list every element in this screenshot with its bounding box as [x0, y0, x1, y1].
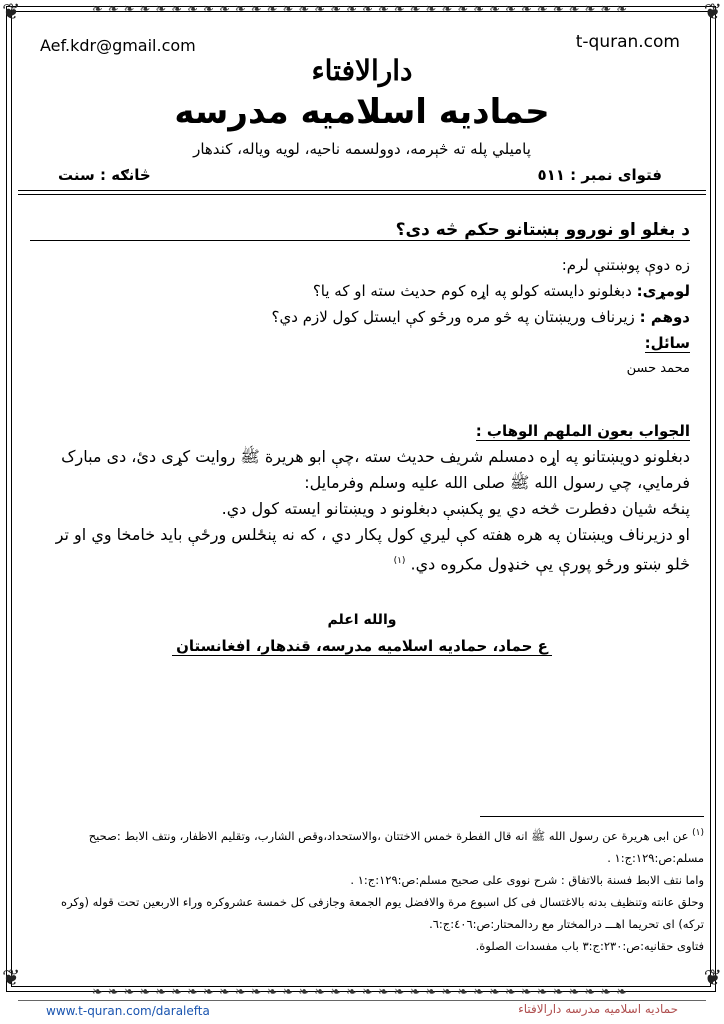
- asker-label: سائل:: [644, 334, 690, 352]
- category: څانګه : سنت: [58, 166, 151, 184]
- divider: [18, 194, 706, 195]
- divider: [18, 190, 706, 191]
- footnotes: [24, 822, 704, 957]
- ornament-border-icon: ❧❧❧❧❧❧❧❧❧❧❧❧❧❧❧❧❧❧❧❧❧❧❧❧❧❧❧❧❧❧❧❧❧❧: [91, 2, 633, 17]
- answer-heading: الجواب بعون الملهم الوهاب :: [475, 422, 690, 440]
- answer-block: [30, 418, 690, 577]
- question-first: [30, 278, 690, 304]
- answer-line: فرمایي، چي رسول الله ﷺ صلی الله علیه وسلم وفرمایل:: [304, 473, 690, 492]
- ornament-corner-icon: ❦: [2, 0, 21, 25]
- question-block: [30, 252, 690, 382]
- dar-al-ifta-title: دارالافتاء: [311, 54, 413, 87]
- footnote-line: واما نتف الابط فسنة بالاتفاق : شرح نووی علی صحیح مسلم:ص:١٢٩:ج:١ .: [350, 872, 704, 887]
- ornament-corner-icon: ❦: [2, 966, 21, 991]
- asker-name: محمد حسن: [626, 361, 690, 376]
- email-address: Aef.kdr@gmail.com: [40, 36, 196, 55]
- footnote-line: وحلق عانته وتنظیف بدنه بالاغتسال فی کل اسبوع مرة والافضل یوم الجمعة وجازفی کل خمسة عشروکره وراء الاربعین تحت قوله (وکره: [61, 894, 704, 909]
- signature: ع حماد، حمادیه اسلامیه مدرسه، قندهار، افغانستان: [0, 637, 724, 655]
- footer-divider: [18, 1000, 706, 1001]
- fatwa-number: فتوای نمبر : ٥١١: [537, 166, 662, 184]
- madrasa-title: حمادیه اسلامیه مدرسه: [174, 92, 550, 132]
- answer-line: څلو ښتو ورځو پورې یې خنډول مکروه دي. $^{(١)}$: [393, 554, 690, 574]
- footnote-divider: [480, 816, 704, 817]
- answer-line: دبغلونو دویښتانو په اړه دمسلم شریف حدیث سته ،چې ابو هریرة ﷺ روایت کړی دئ، دی مبارک: [61, 447, 690, 466]
- footnote-ref: (١): [393, 556, 406, 566]
- footnote-line: $^{(١)}$ عن ابی هریرة عن رسول الله ﷺ انه قال الفطرة خمس الاختتان ،والاستحداد،وقص الشارب، وتقلیم الاظفار، ونتف الابط :صحیح: [88, 828, 704, 843]
- footer-url-link[interactable]: www.t-quran.com/daralefta: [46, 1004, 210, 1018]
- answer-line: پنځه شیان دفطرت څخه دي یو پکښې دبغلونو د ویښتانو ایسته کول دي.: [221, 499, 690, 518]
- answer-line: او دزیرناف ویښتان په هره هفته کې لیري کول پکار دي ، که نه پنځلس ورځې باید خامخا وي او تر: [55, 525, 690, 544]
- address: پامیلي پله ته څېرمه، دوولسمه ناحیه، لویه ویاله، کندهار: [193, 140, 531, 158]
- question-title: د بغلو او نوروو ېښتانو حکم څه دی؟: [30, 220, 690, 241]
- ornament-border-icon: ❧❧❧❧❧❧❧❧❧❧❧❧❧❧❧❧❧❧❧❧❧❧❧❧❧❧❧❧❧❧❧❧❧❧: [91, 985, 633, 999]
- website: t-quran.com: [575, 32, 680, 52]
- ornament-corner-icon: ❦: [703, 966, 722, 991]
- footnote-line: مسلم:ص:١٢٩:ج:١ .: [607, 850, 704, 865]
- question-second: [30, 304, 690, 330]
- first-text: دبغلونو دایسته کولو په اړه کوم حدیث سته او که یا؟: [312, 282, 632, 300]
- closing: والله اعلم: [327, 612, 397, 628]
- second-label: دوهم :: [639, 308, 690, 326]
- ornament-corner-icon: ❦: [703, 0, 722, 25]
- footnote-line: فتاوی حقانیه:ص:٢٣٠:ج:٣ باب مفسدات الصلوة.: [475, 938, 704, 953]
- first-label: لومړی:: [636, 282, 690, 300]
- second-text: زیرناف وریښتان په څو مره ورځو کې ایستل کول لازم دي؟: [271, 308, 635, 326]
- footnote-line: ترکه) ای تحریما اهـــ درالمختار مع ردالمحتار:ص:٤٠٦:ج:٦.: [429, 916, 704, 931]
- question-intro: زه دوې پوښتنې لرم:: [561, 256, 690, 274]
- footer-label: حمادیه اسلامیه مدرسه دارالافتاء: [518, 1002, 678, 1016]
